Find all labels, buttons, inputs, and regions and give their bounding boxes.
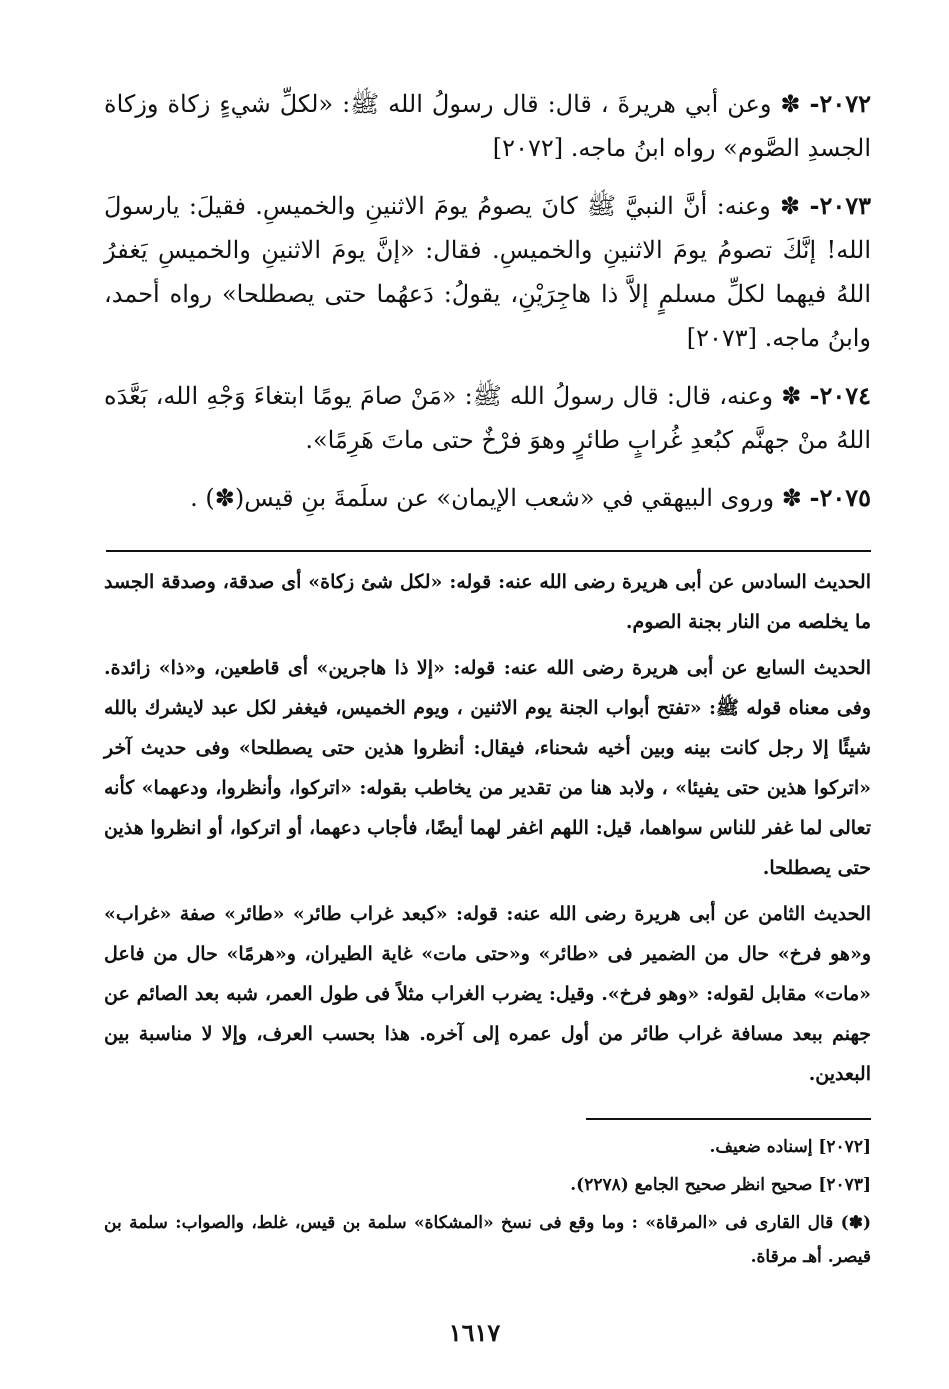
commentary-paragraph: الحديث الثامن عن أبى هريرة رضى الله عنه: قوله: «كبعد غراب طائر» «طائر» صفة «غراب» و«هو فرخ» حال من الضمير فى «طائر» و«حتى مات» غاية الطيران، و«هرمًا» حال من فاعل «مات» مقابل لقوله: «وهو فرخ». وقيل: يضرب الغراب مثلاً فى طول العمر، شبه بعد الصائم عن جهنم ببعد مسافة غراب طائر من أول عمره إلى آخره. هذا بحسب العرف، وإلا لا مناسبة بين البعدين. bbox=[104, 903, 871, 1085]
page-number: ١٦١٧ bbox=[448, 1318, 501, 1347]
hadith-text: ✽ وروى البيهقي في «شعب الإيمان» عن سلَمةَ بنِ قيس(✽) . bbox=[190, 484, 802, 512]
hadith-section bbox=[104, 82, 871, 520]
commentary-paragraph: الحديث السابع عن أبى هريرة رضى الله عنه: قوله: «إلا ذا هاجرين» أى قاطعين، و«ذا» زائدة. وفى معناه قوله ﷺ: «تفتح أبواب الجنة يوم الاثنين ، ويوم الخميس، فيغفر لكل عبد لايشرك بالله شيئًا إلا رجل كانت بينه وبين أخيه شحناء، فيقال: أنظروا هذين حتى يصطلحا» وفى حديث آخر «اتركوا هذين حتى يفيئا» ، ولابد هنا من تقدير من يخاطب بقوله: «اتركوا، وأنظروا، ودعهما» كأنه تعالى لما غفر للناس سواهما، قيل: اللهم اغفر لهما أيضًا، فأجاب دعهما، أو اتركوا، أو انظروا هذين حتى يصطلحا. bbox=[104, 657, 871, 879]
commentary-section bbox=[104, 562, 871, 1094]
hadith-2072 bbox=[104, 82, 871, 170]
hadith-2075 bbox=[104, 476, 871, 520]
hadith-text: ✽ وعنه، قال: قال رسولُ الله ﷺ: «مَنْ صامَ يومًا ابتغاءَ وَجْهِ الله، بَعَّدَه اللهُ منْ جهنَّم كبُعدِ غُرابٍ طائرٍ وهوَ فرْخٌ حتى ماتَ هَرِمًا». bbox=[104, 382, 871, 454]
hadith-2073 bbox=[104, 184, 871, 360]
hadith-number: ٢٠٧٣- bbox=[809, 191, 871, 220]
hadith-text: ✽ وعن أبي هريرةَ ، قال: قال رسولُ الله ﷺ: «لكلِّ شيءٍ زكاة وزكاة الجسدِ الصَّوم» رواه ابنُ ماجه. [٢٠٧٢] bbox=[104, 90, 871, 162]
commentary-paragraph: الحديث السادس عن أبى هريرة رضى الله عنه: قوله: «لكل شئ زكاة» أى صدقة، وصدقة الجسد ما يخلصه من النار بجنة الصوم. bbox=[104, 571, 871, 633]
footnote-asterisk: (✽) قال القارى فى «المرقاة» : وما وقع فى نسخ «المشكاة» سلمة بن قيس، غلط، والصواب: سلمة بن قيصر. أهـ مرقاة. bbox=[104, 1213, 871, 1267]
footnote-2073: [٢٠٧٣] صحيح انظر صحيح الجامع (٢٢٧٨). bbox=[570, 1175, 871, 1195]
hadith-number: ٢٠٧٥- bbox=[809, 483, 871, 512]
hadith-text: ✽ وعنه: أنَّ النبيَّ ﷺ كانَ يصومُ يومَ الاثنينِ والخميسِ. فقيلَ: يارسولَ الله! إنَّكَ تصومُ يومَ الاثنينِ والخميسِ. فقال: «إنَّ يومَ الاثنينِ والخميسِ يَغفرُ اللهُ فيهما لكلِّ مسلمٍ إلاَّ ذا هاجِرَيْنِ، يقولُ: دَعهُما حتى يصطلحا» رواه أحمد، وابنُ ماجه. [٢٠٧٣] bbox=[104, 192, 871, 352]
footnote-divider bbox=[586, 1118, 871, 1120]
footnote-2072: [٢٠٧٢] إسناده ضعيف. bbox=[709, 1137, 871, 1157]
commentary-divider bbox=[106, 550, 871, 552]
footnotes-section bbox=[104, 1130, 871, 1274]
hadith-2074 bbox=[104, 374, 871, 462]
hadith-number: ٢٠٧٢- bbox=[809, 89, 871, 118]
hadith-number: ٢٠٧٤- bbox=[809, 381, 871, 410]
